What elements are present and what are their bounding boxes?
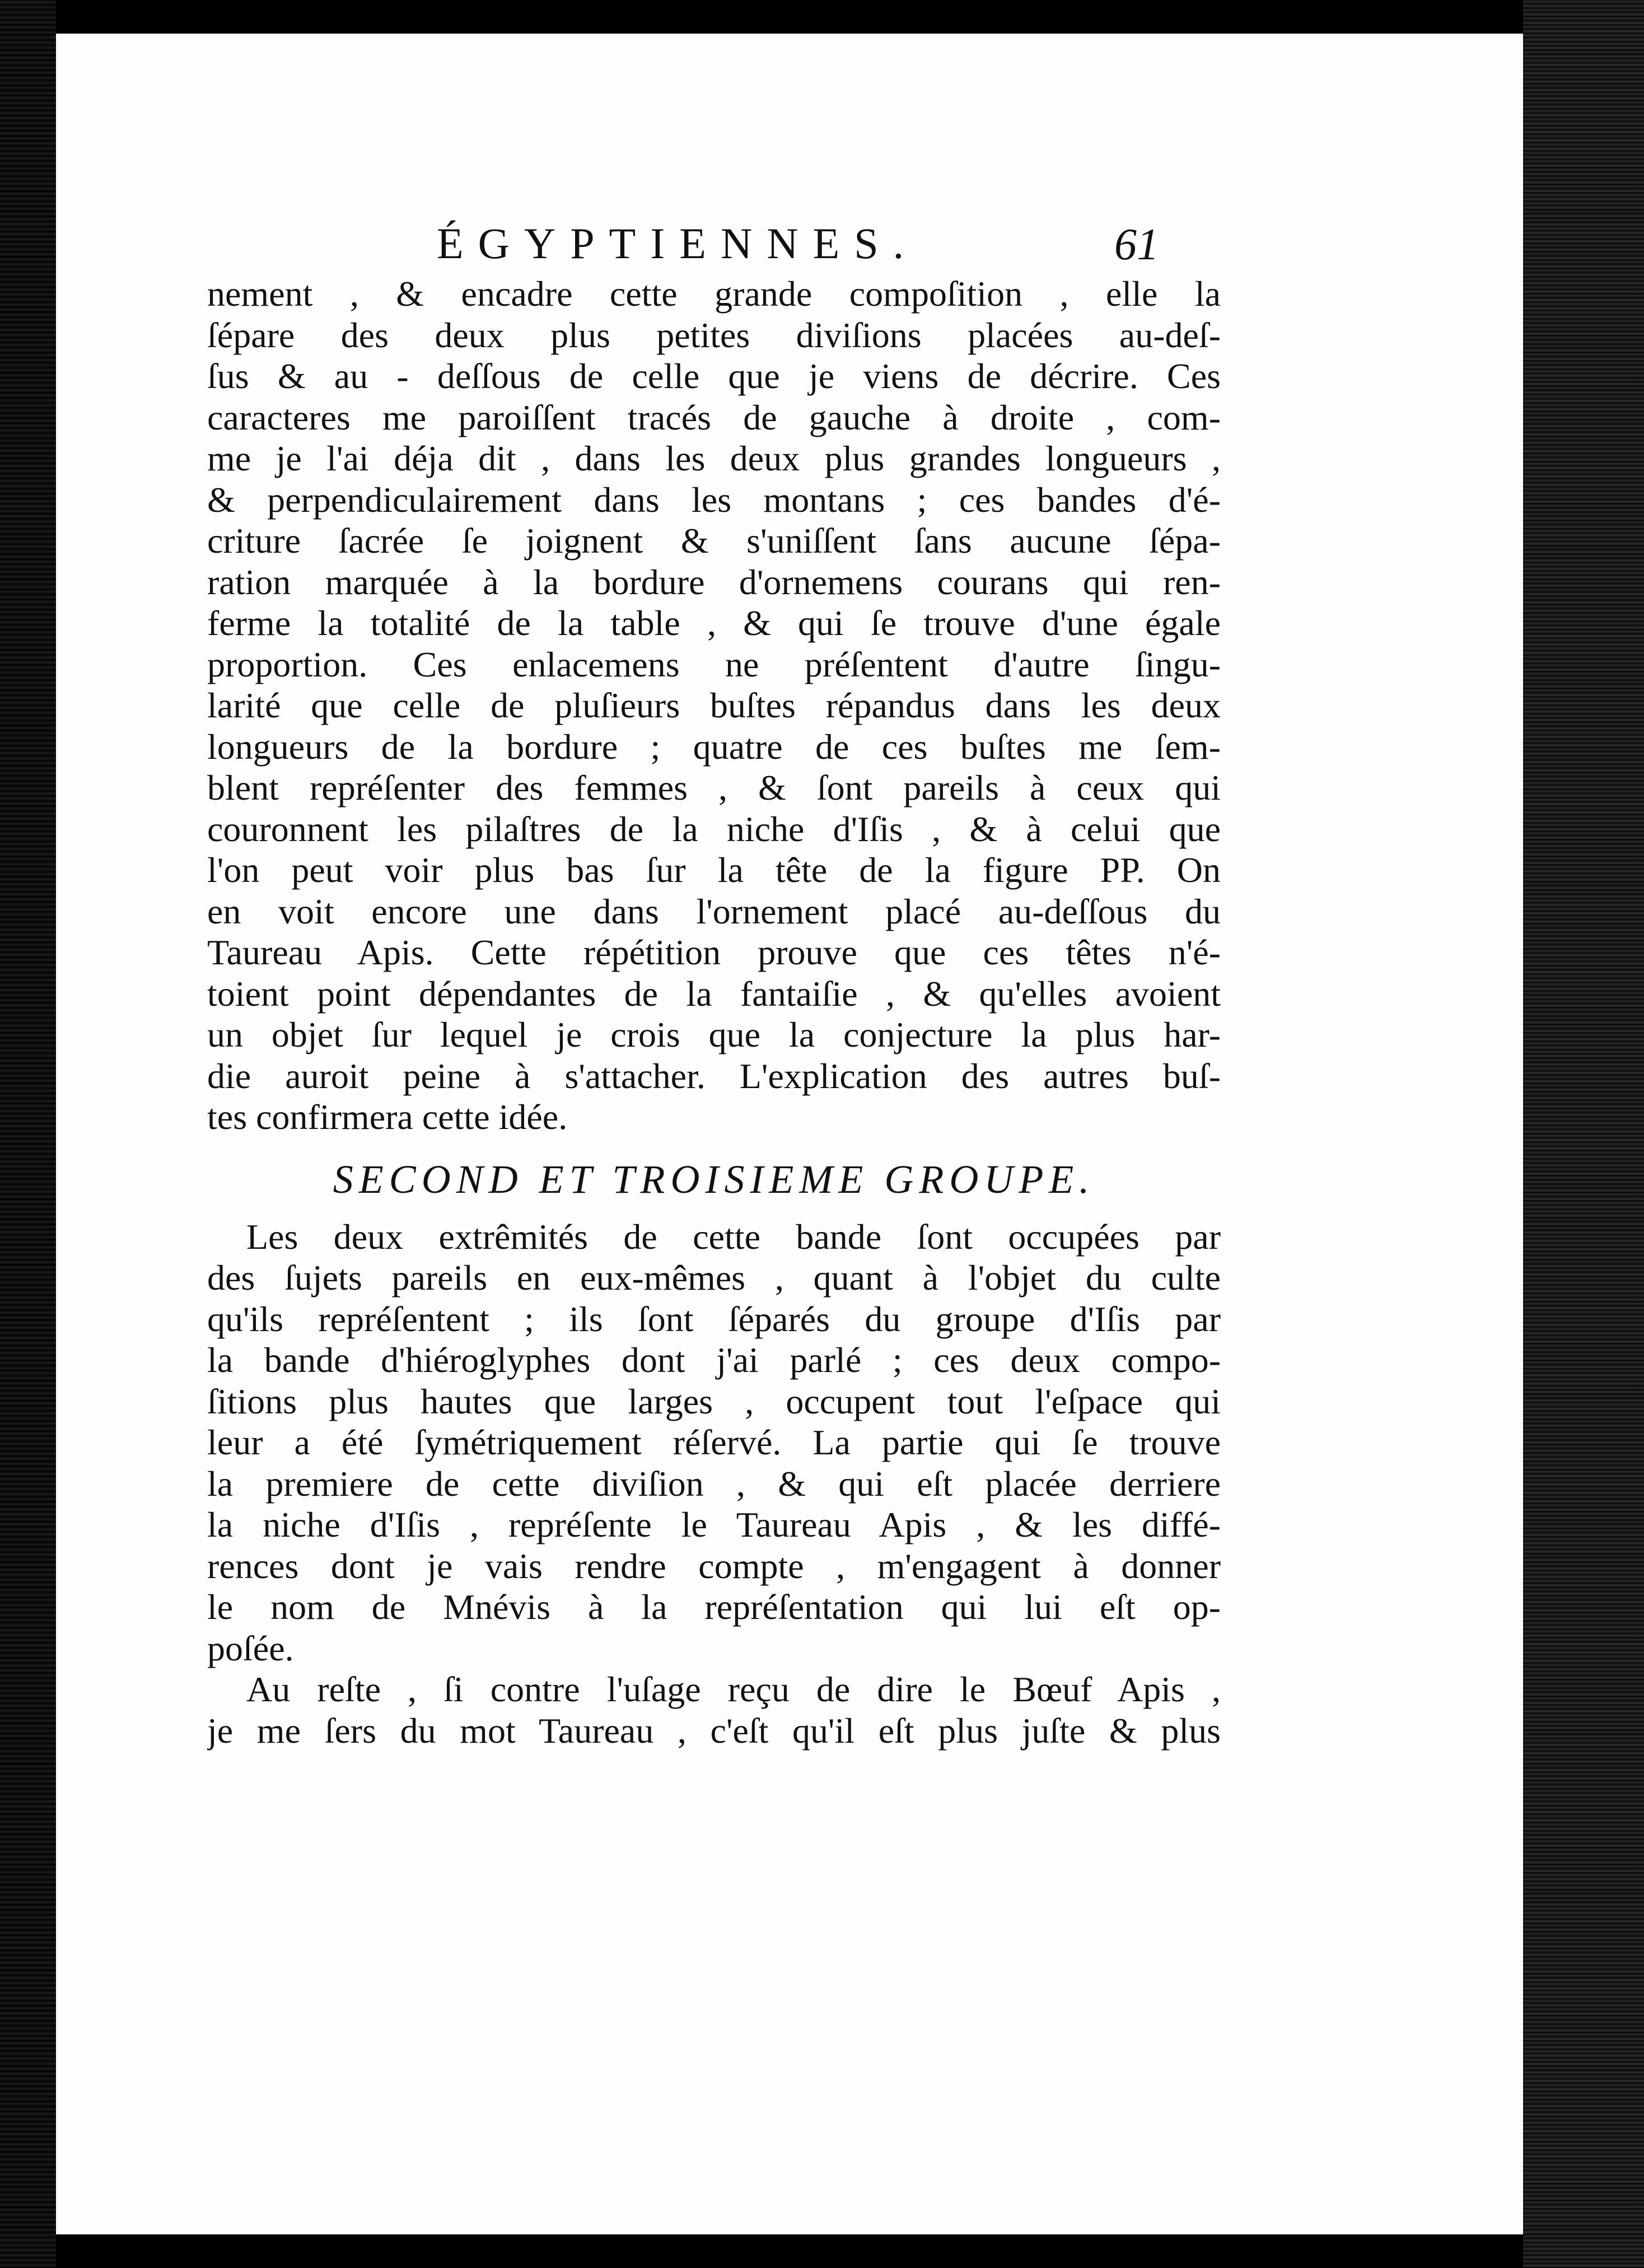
text-line: larité que celle de pluſieurs buſtes répandus dans les deux [207, 685, 1221, 725]
text-line: ſépare des deux plus petites diviſions placées au-deſ- [207, 315, 1221, 355]
text-line: la premiere de cette diviſion , & qui eſt placée derriere [207, 1463, 1221, 1504]
text-line: caracteres me paroiſſent tracés de gauche à droite , com- [207, 397, 1221, 437]
page-header [56, 185, 1523, 280]
text-line: longueurs de la bordure ; quatre de ces buſtes me ſem- [207, 726, 1221, 767]
running-head: ÉGYPTIENNES. [437, 219, 919, 268]
text-line: criture ſacrée ſe joignent & s'uniſſent ſans aucune ſépa- [207, 521, 1221, 561]
text-line: me je l'ai déja dit , dans les deux plus grandes longueurs , [207, 438, 1221, 478]
text-line: rences dont je vais rendre compte , m'engagent à donner [207, 1546, 1221, 1586]
text-line: proportion. Ces enlacemens ne préſentent d'autre ſingu- [207, 644, 1221, 684]
paragraph-3 [207, 1669, 1221, 1751]
text-line: tes confirmera cette idée. [207, 1097, 568, 1137]
paragraph-1 [207, 273, 1221, 1138]
paragraph-2 [207, 1216, 1221, 1669]
text-line: couronnent les pilaſtres de la niche d'Iſis , & à celui que [207, 809, 1221, 849]
text-line: le nom de Mnévis à la repréſentation qui lui eſt op- [207, 1587, 1221, 1627]
scan-left-edge [0, 0, 56, 2268]
page-number: 61 [1114, 220, 1159, 269]
text-line: ration marquée à la bordure d'ornemens courans qui ren- [207, 562, 1221, 602]
text-line: Au reſte , ſi contre l'uſage reçu de dire le Bœuf Apis , [246, 1669, 1221, 1709]
text-line: die auroit peine à s'attacher. L'explication des autres buſ- [207, 1056, 1221, 1096]
text-line: nement , & encadre cette grande compoſition , elle la [207, 274, 1221, 314]
text-line: un objet ſur lequel je crois que la conjecture la plus har- [207, 1015, 1221, 1054]
text-line: Les deux extrêmités de cette bande ſont occupées par [246, 1216, 1221, 1257]
text-line: & perpendiculairement dans les montans ; ces bandes d'é- [207, 479, 1221, 520]
body-text [207, 273, 1221, 1751]
text-line: la niche d'Iſis , repréſente le Taureau Apis , & les diffé- [207, 1505, 1221, 1544]
text-line: en voit encore une dans l'ornement placé au-deſſous du [207, 891, 1221, 931]
scan-right-edge [1523, 0, 1644, 2268]
text-line: blent repréſenter des femmes , & ſont pareils à ceux qui [207, 768, 1221, 808]
text-line: qu'ils repréſentent ; ils ſont ſéparés du groupe d'Iſis par [207, 1299, 1221, 1339]
text-line: Taureau Apis. Cette répétition prouve que ces têtes n'é- [207, 932, 1221, 972]
text-line: des ſujets pareils en eux-mêmes , quant à l'objet du culte [207, 1258, 1221, 1298]
book-page [56, 34, 1523, 2234]
text-line: ſus & au - deſſous de celle que je viens de décrire. Ces [207, 356, 1221, 396]
text-line: ſitions plus hautes que larges , occupent tout l'eſpace qui [207, 1381, 1221, 1421]
text-line: je me ſers du mot Taureau , c'eſt qu'il eſt plus juſte & plus [207, 1710, 1221, 1751]
text-line: la bande d'hiéroglyphes dont j'ai parlé ; ces deux compo- [207, 1340, 1221, 1380]
text-line: leur a été ſymétriquement réſervé. La partie qui ſe trouve [207, 1422, 1221, 1462]
text-line: poſée. [207, 1628, 294, 1668]
text-line: ferme la totalité de la table , & qui ſe trouve d'une égale [207, 603, 1221, 643]
text-line: toient point dépendantes de la fantaiſie , & qu'elles avoient [207, 973, 1221, 1014]
text-line: l'on peut voir plus bas ſur la tête de la figure PP. On [207, 850, 1221, 890]
section-heading: SECOND ET TROISIEME GROUPE. [333, 1156, 1095, 1202]
